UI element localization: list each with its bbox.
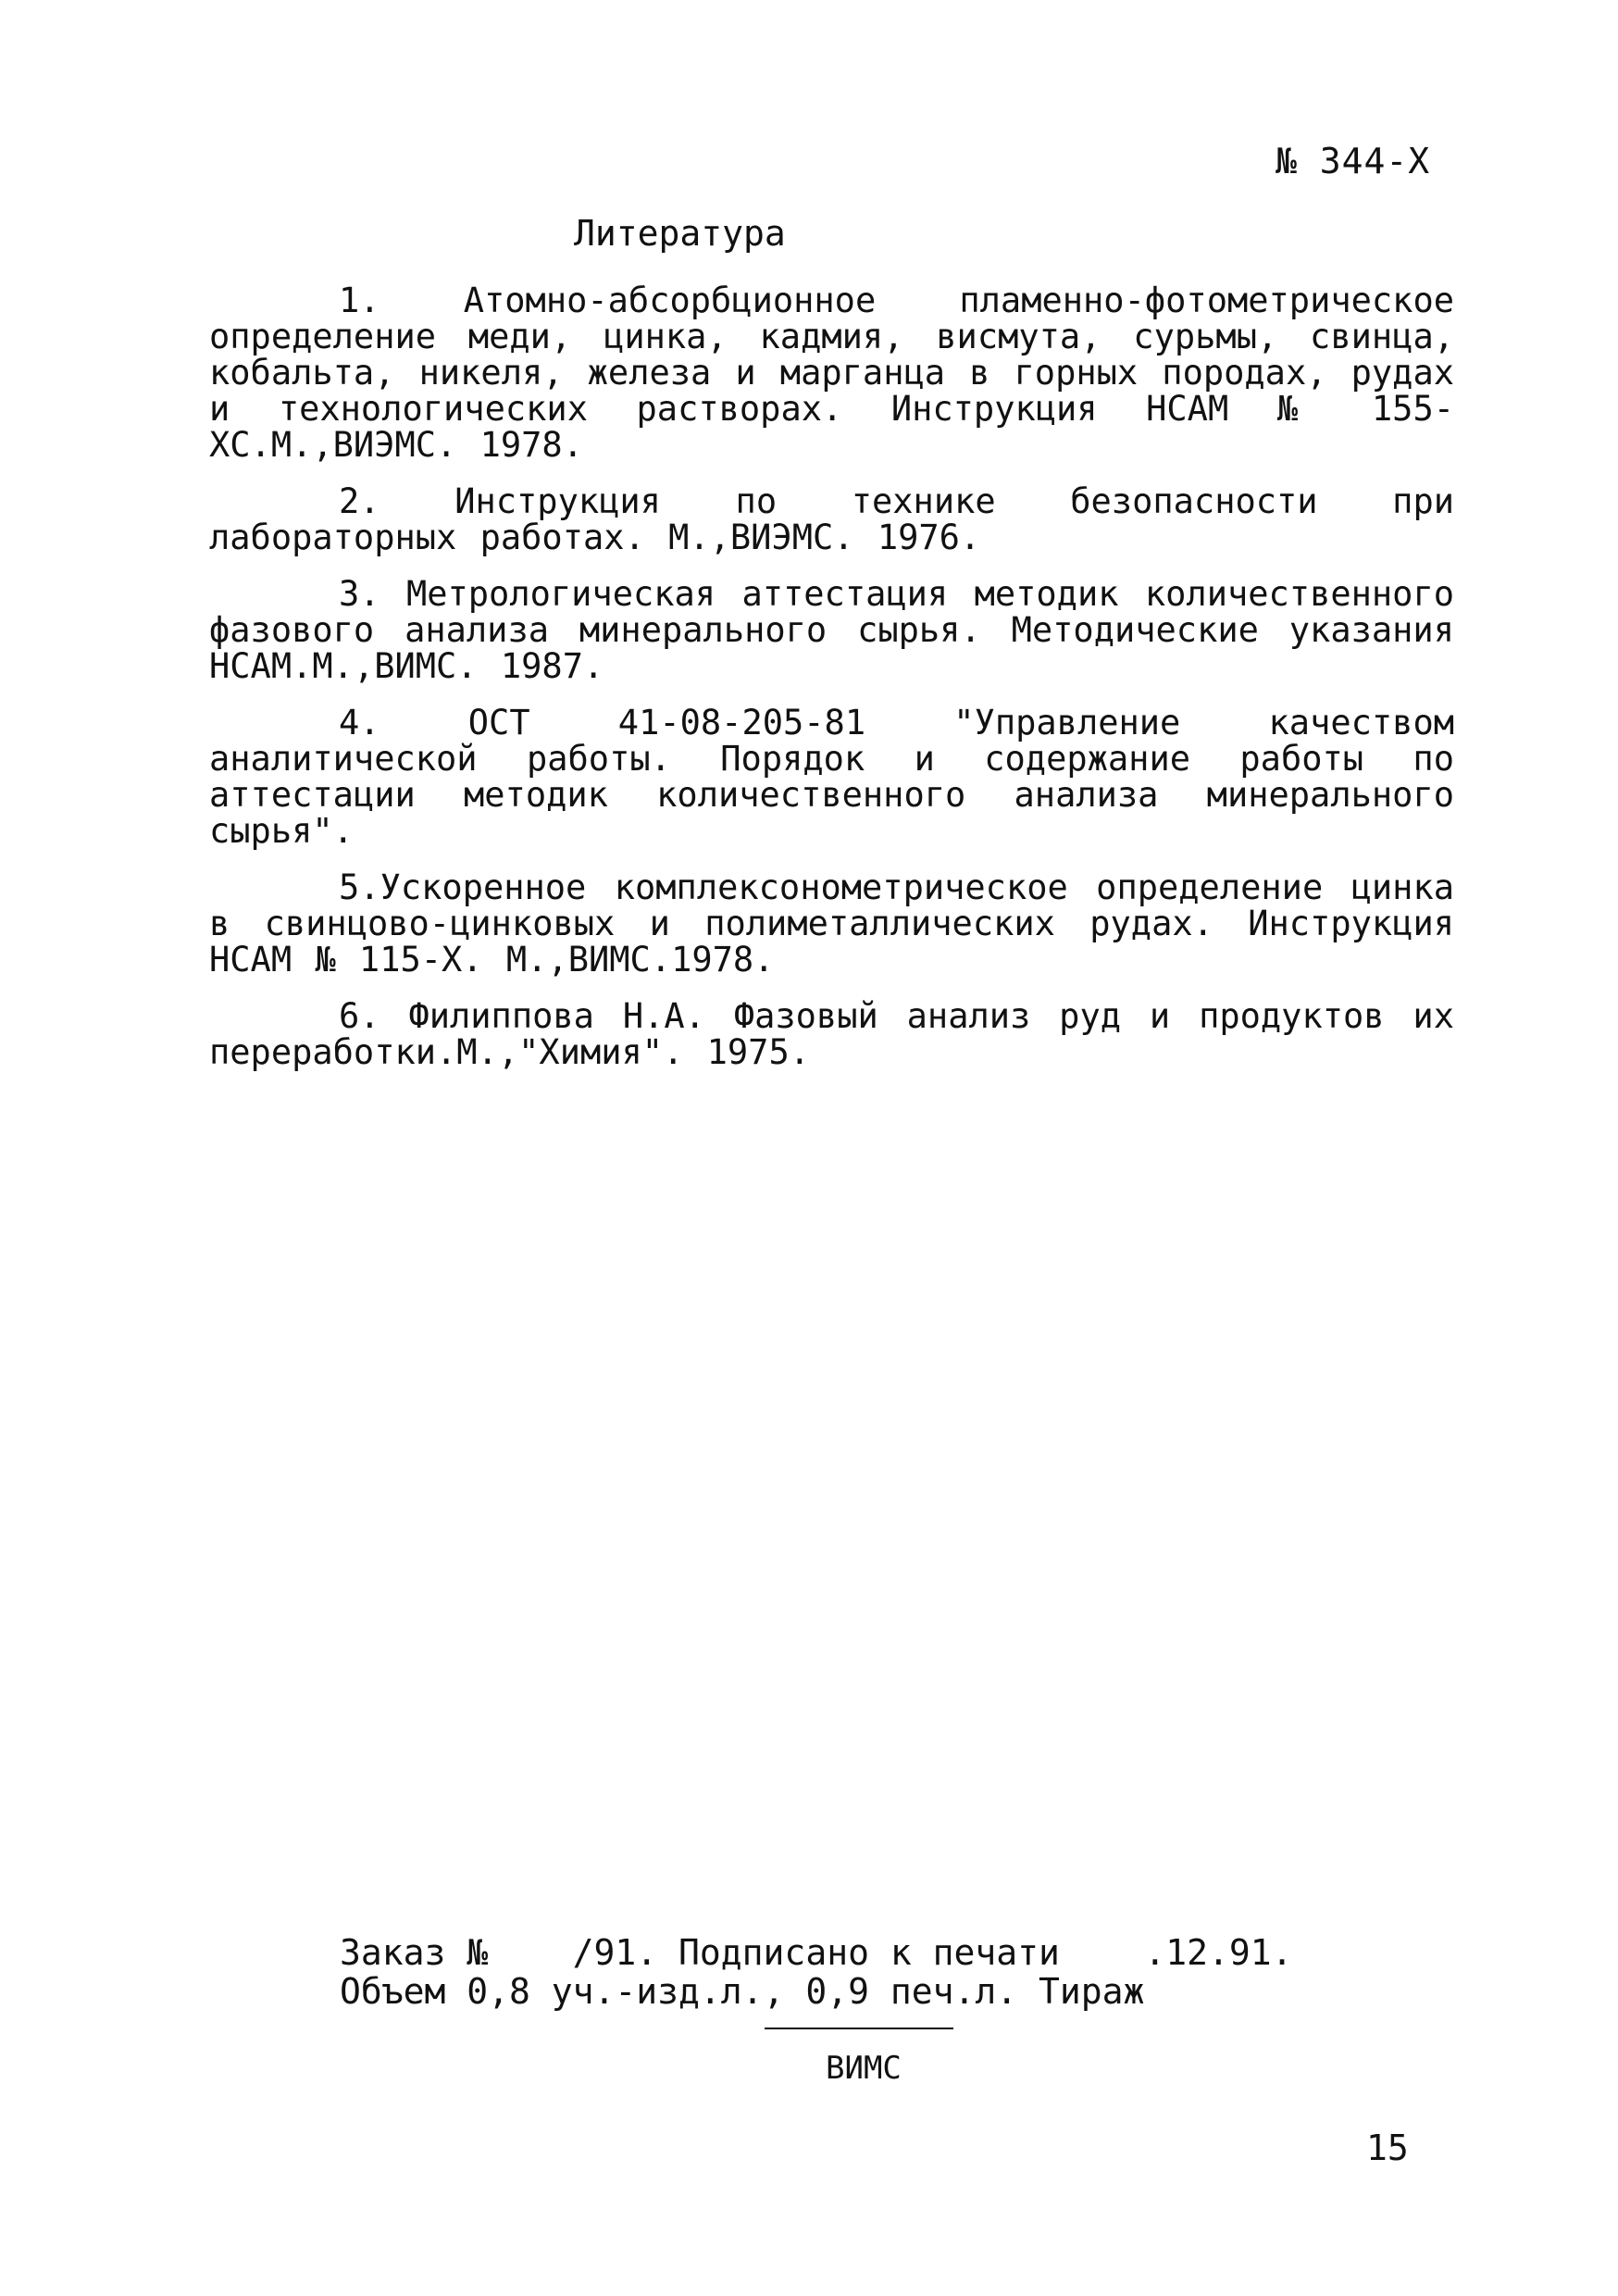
imprint-order-line: Заказ № /91. Подписано к печати .12.91. (340, 1932, 1293, 1973)
publisher-name: ВИМС (826, 2050, 902, 2087)
reference-text: ОСТ 41-08-205-81 "Управление качеством аналитической работы. Порядок и содержание работы по аттестации методик количественного анализа минерального сырья". (209, 703, 1455, 851)
reference-text: Инструкция по технике безопасности при лабораторных работах. М.,ВИЭМС. 1976. (209, 481, 1455, 557)
page-title: Литература (574, 213, 786, 254)
reference-list (209, 282, 1454, 1091)
reference-text: Метрологическая аттестация методик количественного фазового анализа минерального сырья. Методические указания НСАМ.М.,ВИМС. 1987. (209, 574, 1455, 686)
reference-number: 6. (339, 996, 380, 1036)
reference-number: 3. (339, 574, 380, 614)
reference-item (209, 282, 1454, 463)
reference-item (209, 576, 1454, 684)
document-number: № 344-Х (1276, 141, 1431, 181)
reference-item (209, 483, 1454, 555)
reference-number: 5. (339, 867, 380, 907)
reference-text: Филиппова Н.А. Фазовый анализ руд и продуктов их переработки.М.,"Химия". 1975. (209, 996, 1454, 1072)
reference-text: Ускоренное комплексонометрическое определение цинка в свинцово-цинковых и полиметаллических рудах. Инструкция НСАМ № 115-Х. М.,ВИМС.1978. (209, 867, 1454, 980)
reference-number: 4. (339, 703, 380, 742)
reference-item (209, 705, 1454, 849)
reference-text: Атомно-абсорбционное пламенно-фотометрическое определение меди, цинка, кадмия, висмута, сурьмы, свинца, кобальта, никеля, железа и марганца в горных породах, рудах и технологических растворах. Инструкция НСАМ № 155-ХС.М.,ВИЭМС. 1978. (209, 281, 1455, 465)
reference-item (209, 869, 1454, 978)
reference-item (209, 998, 1454, 1070)
imprint-block (340, 1933, 1293, 2011)
reference-number: 1. (339, 281, 380, 320)
reference-number: 2. (339, 481, 380, 521)
page-number: 15 (1366, 2128, 1409, 2168)
imprint-divider (765, 2028, 953, 2029)
imprint-volume-line: Объем 0,8 уч.-изд.л., 0,9 печ.л. Тираж (340, 1971, 1145, 2012)
